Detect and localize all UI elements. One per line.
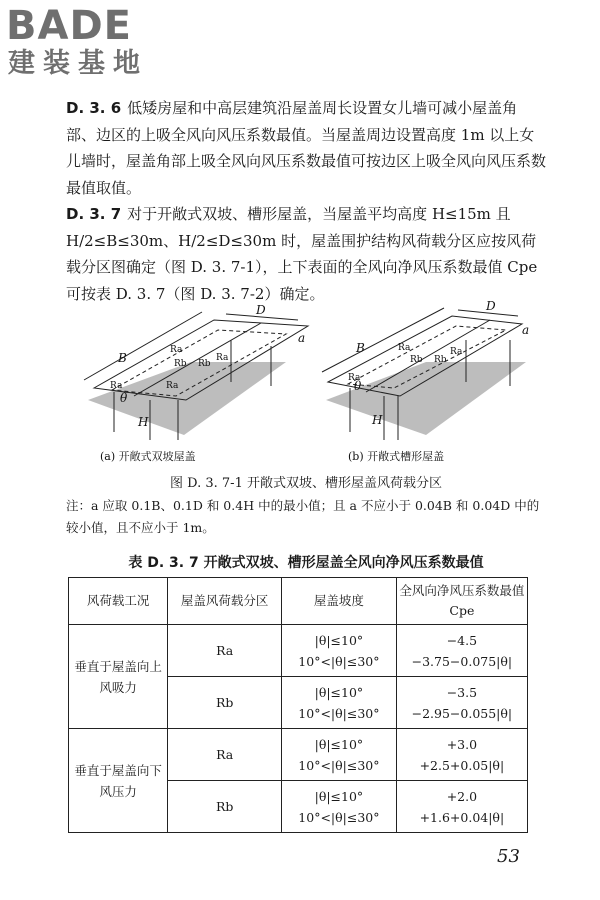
table-header-row — [69, 578, 528, 625]
table-row — [69, 625, 528, 677]
wind-pressure-table — [68, 577, 528, 833]
logo-brand-text: BADE — [6, 3, 132, 49]
zone-cell: Ra — [168, 625, 282, 677]
label-B: B — [118, 351, 127, 365]
zone-label-ra: Ra — [348, 373, 361, 383]
table-header: 全风向净风压系数最值 Cpe — [396, 578, 527, 625]
zone-cell: Ra — [168, 729, 282, 781]
table-header: 屋盖坡度 — [282, 578, 397, 625]
coefficient-cell: +3.0 +2.5+0.05|θ| — [396, 729, 527, 781]
roof-zone-figure — [66, 300, 546, 470]
table-row — [69, 729, 528, 781]
slope-cell: |θ|≤10° 10°<|θ|≤30° — [282, 729, 397, 781]
coefficient-cell: −3.5 −2.95−0.055|θ| — [396, 677, 527, 729]
table-header: 屋盖风荷载分区 — [168, 578, 282, 625]
load-case-cell: 垂直于屋盖向上风吸力 — [69, 625, 168, 729]
label-theta: θ — [354, 379, 362, 393]
brand-logo — [6, 4, 176, 80]
coefficient-cell: −4.5 −3.75−0.075|θ| — [396, 625, 527, 677]
ground-plane-a — [88, 362, 286, 435]
zone-label-ra: Ra — [216, 353, 229, 363]
clause-number: D. 3. 7 — [66, 205, 122, 223]
label-theta: θ — [120, 391, 128, 405]
zone-label-ra: Ra — [398, 343, 411, 353]
label-D: D — [256, 303, 266, 317]
table-title: 表 D. 3. 7 开敞式双坡、槽形屋盖全风向净风压系数最值 — [128, 555, 484, 571]
subcaption-a: (a) 开敞式双坡屋盖 — [100, 450, 196, 463]
label-H: H — [372, 413, 383, 427]
slope-cell: |θ|≤10° 10°<|θ|≤30° — [282, 625, 397, 677]
label-D: D — [486, 300, 496, 313]
clause-d36 — [66, 95, 546, 201]
zone-label-rb: Rb — [410, 355, 423, 365]
page-number: 53 — [497, 846, 520, 867]
table-header: 风荷载工况 — [69, 578, 168, 625]
logo-subtitle: 建装基地 — [8, 48, 148, 79]
zone-label-rb: Rb — [434, 355, 447, 365]
zone-label-ra: Ra — [110, 381, 123, 391]
label-a: a — [298, 331, 306, 345]
slope-cell: |θ|≤10° 10°<|θ|≤30° — [282, 677, 397, 729]
subcaption-b: (b) 开敞式槽形屋盖 — [348, 450, 445, 463]
figure-caption: 图 D. 3. 7-1 开敞式双坡、槽形屋盖风荷载分区 — [170, 476, 442, 491]
zone-label-ra: Ra — [450, 347, 463, 357]
coefficient-cell: +2.0 +1.6+0.04|θ| — [396, 781, 527, 833]
clause-d37 — [66, 201, 546, 307]
label-a: a — [522, 323, 530, 337]
roof-zone-diagram — [66, 300, 546, 470]
label-B: B — [356, 341, 365, 355]
zone-label-rb: Rb — [174, 359, 187, 369]
clause-text: 低矮房屋和中高层建筑沿屋盖周长设置女儿墙可减小屋盖角部、边区的上吸全风向风压系数最值。当屋盖周边设置高度 1m 以上女儿墙时，屋盖角部上吸全风向风压系数最值可按边区上吸全风向风压系数最值取值。 — [66, 99, 547, 197]
slope-cell: |θ|≤10° 10°<|θ|≤30° — [282, 781, 397, 833]
clause-text: 对于开敞式双坡、槽形屋盖，当屋盖平均高度 H≤15m 且 H/2≤B≤30m、H/2≤D≤30m 时，屋盖围护结构风荷载分区应按风荷载分区图确定（图 D. 3. 7-1），上下表面的全风向净风压系数最值 Cpe 可按表 D. 3. 7（图 D. 3. 7-2）确定。 — [66, 205, 538, 303]
zone-label-rb: Rb — [198, 359, 211, 369]
zone-label-ra: Ra — [170, 345, 183, 355]
label-H: H — [138, 415, 149, 429]
zone-cell: Rb — [168, 677, 282, 729]
figure-note: 注：a 应取 0.1B、0.1D 和 0.4H 中的最小值；且 a 不应小于 0.04B 和 0.04D 中的较小值，且不应小于 1m。 — [66, 498, 540, 535]
zone-cell: Rb — [168, 781, 282, 833]
load-case-cell: 垂直于屋盖向下风压力 — [69, 729, 168, 833]
clause-number: D. 3. 6 — [66, 99, 122, 117]
zone-label-ra: Ra — [166, 381, 179, 391]
